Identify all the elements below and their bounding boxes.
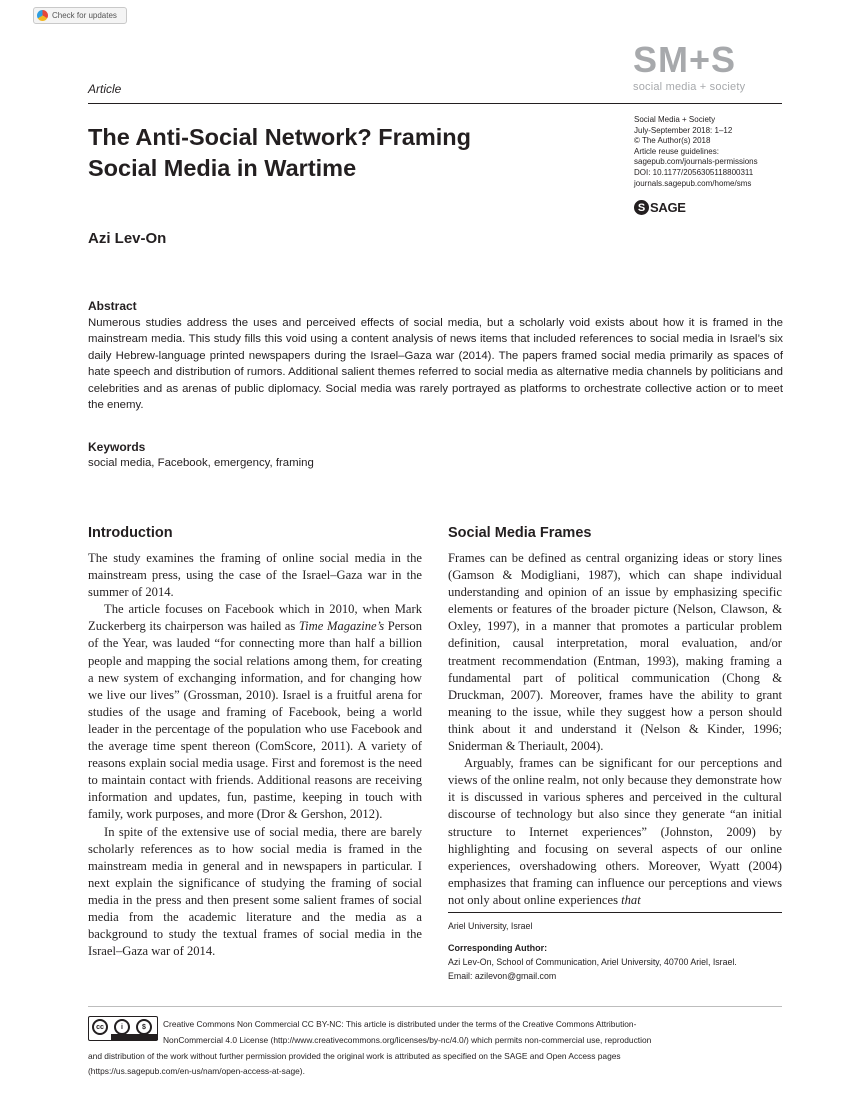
publisher-logo <box>634 200 686 215</box>
author-name: Azi Lev-On <box>88 230 167 247</box>
footnote-divider <box>448 912 782 913</box>
journal-home-link[interactable]: journals.sagepub.com/home/sms <box>634 178 752 188</box>
license-line-3: and distribution of the work without further permission provided the original work is attributed as specified on the SAGE and Open Access pages <box>88 1050 621 1061</box>
title-line-2: Social Media in Wartime <box>88 155 357 181</box>
license-line-1: Creative Commons Non Commercial CC BY-NC: This article is distributed under the terms of the Creative Commons Attribution- <box>163 1019 637 1029</box>
creative-commons-icon: cc <box>92 1019 108 1035</box>
journal-issue: July-September 2018: 1–12 <box>634 125 733 135</box>
reuse-link[interactable]: sagepub.com/journals-permissions <box>634 157 758 167</box>
license-text <box>88 1017 788 1080</box>
frames-paragraph-2: Arguably, frames can be significant for our perceptions and views of the online realm, not only because they demonstrate how it is discussed in various spheres and perceived in the cultural discourse of technology but also since they generate “an initial structure to Internet experiences” (Johnston, 2009) by highlighting and focusing on several aspects of our online experiences, overshadowing others. Moreover, Wyatt (2004) emphasizes that framing can influence our perceptions and views not only about online experiences that <box>448 756 782 907</box>
corresponding-author-details <box>448 956 788 983</box>
sage-icon: S <box>634 200 649 215</box>
intro-paragraph-1: The study examines the framing of online social media in the mainstream press, using the case of the Israel–Gaza war in the summer of 2014. <box>88 551 422 600</box>
corresponding-author-address: Azi Lev-On, School of Communication, Ariel University, 40700 Ariel, Israel. <box>448 957 737 967</box>
doi-link[interactable]: DOI: 10.1177/2056305118800311 <box>634 167 754 177</box>
social-media-frames-heading: Social Media Frames <box>448 525 592 541</box>
crossmark-icon <box>37 10 48 21</box>
intro-paragraph-3: In spite of the extensive use of social media, there are barely scholarly references as to how social media is framed in the mainstream media in general and in newspapers in particular. I next explain the significance of studying the framing of social media in the press and then present some salient frames of social media from the academic literature and the media as a background to study the textual frames of social media in the Israel–Gaza war of 2014. <box>88 824 422 959</box>
keywords-text: social media, Facebook, emergency, framing <box>88 457 314 469</box>
journal-name: Social Media + Society <box>634 115 716 124</box>
corresponding-author-email[interactable]: Email: azilevon@gmail.com <box>448 970 557 981</box>
frames-column <box>448 550 782 909</box>
header-divider <box>88 103 782 104</box>
introduction-heading: Introduction <box>88 525 173 541</box>
check-for-updates-label: Check for updates <box>52 11 117 20</box>
abstract-heading: Abstract <box>88 299 137 313</box>
paper-title <box>88 122 518 184</box>
journal-info <box>634 115 794 189</box>
license-line-4: (https://us.sagepub.com/en-us/nam/open-access-at-sage). <box>88 1066 305 1077</box>
attribution-icon: i <box>114 1019 130 1035</box>
license-divider <box>88 1006 782 1007</box>
author-affiliation: Ariel University, Israel <box>448 921 533 931</box>
intro-paragraph-2: The article focuses on Facebook which in 2010, when Mark Zuckerberg its chairperson was hailed as Time Magazine’s Person of the Year, was lauded “for connecting more than half a billion people and mapping the social relations among them, for creating a new system of exchanging information, and for changing how we live our lives” (Grossman, 2010). Israel is a fruitful arena for studies of the usage and framing of Facebook, being a world leader in the percentage of the population who use Facebook and the average time spent thereon (ComScore, 2011). A variety of reasons explain social media usage. First and foremost is the need to maintain contact with friends. Additional reasons are receiving information and updates, fun, pastime, keeping in touch with family, work purposes, and more (Dror & Gershon, 2012). <box>88 602 422 822</box>
corresponding-author-heading: Corresponding Author: <box>448 943 548 953</box>
frames-paragraph-1: Frames can be defined as central organizing ideas or story lines (Gamson & Modigliani, 1987), which can shape individual understanding and opinion of an issue by emphasizing specific elements or features of the broader picture (Nelson, Clawson, & Oxley, 1997), in a manner that promotes a particular problem definition, causal interpretation, moral evaluation, and/or treatment recommendation (Entman, 1993), making framing a fundamental part of political communication (Chong & Druckman, 2007). Moreover, frames have the ability to grant meaning to the issue, while they suggest how a person should think about it and understand it (Nelson & Kinder, 1996; Sniderman & Theriault, 2004). <box>448 551 782 754</box>
check-for-updates-badge[interactable] <box>33 7 127 24</box>
non-commercial-icon: $ <box>136 1019 152 1035</box>
journal-logo-subtitle: social media + society <box>633 81 746 93</box>
abstract-text: Numerous studies address the uses and perceived effects of social media, but a scholarly void exists about how it is framed in the mainstream media. This study fills this void using a content analysis of news items that included references to social media in Israel’s six daily Hebrew-language printed newspapers during the Israel–Gaza war (2014). The papers framed social media primarily as spaces of hate speech and distribution of rumors. Additional salient themes referred to social media as alternative media channels by politicians and celebrities and as arenas of public diplomacy. Social media was rarely portrayed as platforms to orchestrate collective action or to meet the enemy. <box>88 317 783 412</box>
license-line-2: NonCommercial 4.0 License (http://www.creativecommons.org/licenses/by-nc/4.0/) which permits non-commercial use, reproduction <box>163 1034 652 1045</box>
publisher-name: SAGE <box>650 200 686 215</box>
reuse-label: Article reuse guidelines: <box>634 146 719 156</box>
introduction-column <box>88 550 422 960</box>
title-line-1: The Anti-Social Network? Framing <box>88 124 471 150</box>
copyright: © The Author(s) 2018 <box>634 136 711 146</box>
keywords-heading: Keywords <box>88 440 146 454</box>
article-type-label: Article <box>88 82 122 96</box>
journal-logo: SM+S <box>633 39 737 80</box>
